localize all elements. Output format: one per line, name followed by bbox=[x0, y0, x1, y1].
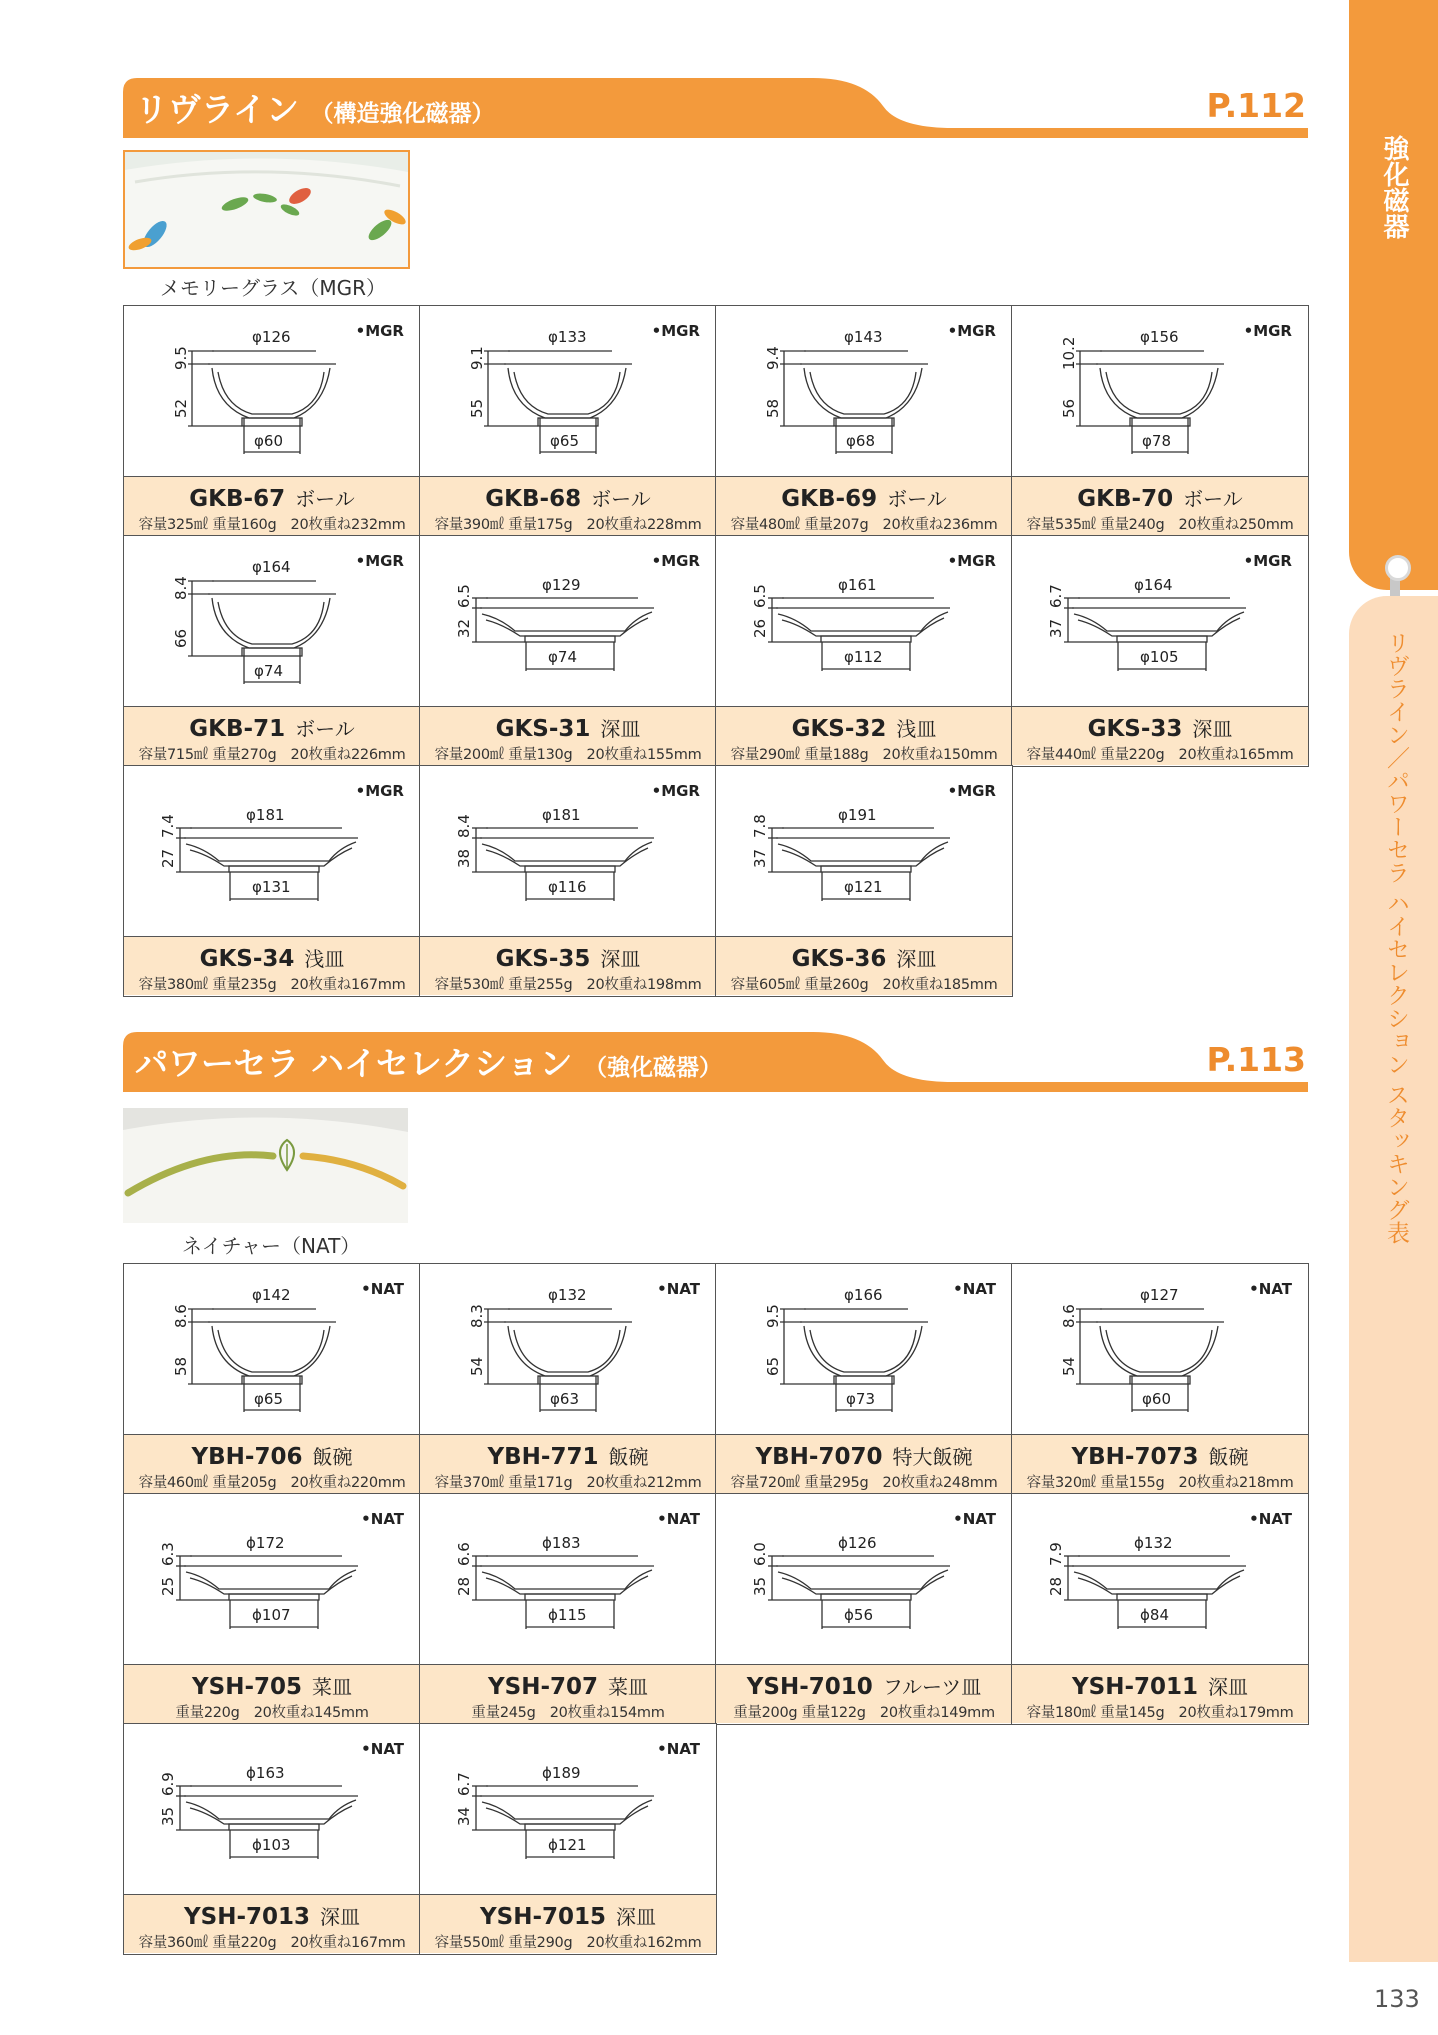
rim-height: 8.6 bbox=[1060, 1304, 1078, 1328]
top-diameter: ϕ172 bbox=[246, 1534, 285, 1552]
rim-height: 6.0 bbox=[751, 1542, 769, 1566]
product-code: GKB-70 bbox=[1077, 486, 1174, 512]
base-diameter: φ65 bbox=[254, 1390, 283, 1408]
section-header-revline bbox=[123, 78, 1308, 138]
product-code: GKS-33 bbox=[1087, 716, 1183, 742]
pattern-swatch-nat bbox=[123, 1108, 408, 1223]
total-height: 38 bbox=[455, 848, 473, 868]
product-cell[interactable] bbox=[419, 765, 717, 997]
series-tag: •MGR bbox=[947, 552, 996, 570]
series-tag: •NAT bbox=[953, 1510, 996, 1528]
product-code-row bbox=[420, 1901, 716, 1930]
base-diameter: φ74 bbox=[548, 648, 577, 666]
base-diameter: ϕ56 bbox=[844, 1606, 873, 1624]
series-tag: •NAT bbox=[1249, 1510, 1292, 1528]
product-code: YBH-706 bbox=[191, 1444, 303, 1470]
product-type: 浅皿 bbox=[896, 717, 937, 741]
rim-height: 6.9 bbox=[159, 1772, 177, 1796]
product-code: YBH-7073 bbox=[1071, 1444, 1199, 1470]
binder-ring bbox=[1385, 555, 1411, 581]
rim-height: 6.5 bbox=[455, 584, 473, 608]
product-specs: 容量320㎖ 重量155g 20枚重ね218mm bbox=[1026, 1475, 1294, 1491]
product-code: GKB-71 bbox=[189, 716, 286, 742]
section-header-powercera bbox=[123, 1032, 1308, 1092]
total-height: 28 bbox=[455, 1576, 473, 1596]
base-diameter: φ60 bbox=[254, 432, 283, 450]
base-diameter: φ121 bbox=[844, 878, 883, 896]
product-code-row bbox=[124, 1901, 420, 1930]
pattern-swatch-mgr bbox=[123, 150, 410, 269]
series-tag: •NAT bbox=[953, 1280, 996, 1298]
product-info bbox=[716, 476, 1012, 535]
product-specs: 容量390㎖ 重量175g 20枚重ね228mm bbox=[434, 517, 702, 533]
product-code-row bbox=[124, 1441, 420, 1470]
product-cell[interactable] bbox=[123, 305, 421, 537]
base-diameter: φ65 bbox=[550, 432, 579, 450]
rim-height: 7.4 bbox=[159, 814, 177, 838]
product-cell[interactable] bbox=[715, 305, 1013, 537]
product-cell[interactable] bbox=[123, 1263, 421, 1495]
product-code-row bbox=[716, 1441, 1012, 1470]
total-height: 52 bbox=[172, 398, 190, 418]
product-code-row bbox=[1012, 713, 1308, 742]
product-code-row bbox=[716, 483, 1012, 512]
top-diameter: φ129 bbox=[542, 576, 581, 594]
top-diameter: φ143 bbox=[844, 328, 883, 346]
series-tag: •NAT bbox=[657, 1280, 700, 1298]
rim-height: 10.2 bbox=[1060, 336, 1078, 370]
product-type: 深皿 bbox=[600, 947, 641, 971]
top-diameter: ϕ189 bbox=[542, 1764, 581, 1782]
top-diameter: φ133 bbox=[548, 328, 587, 346]
product-type: 深皿 bbox=[1192, 717, 1233, 741]
base-diameter: ϕ107 bbox=[252, 1606, 291, 1624]
series-tag: •NAT bbox=[361, 1280, 404, 1298]
product-type: ボール bbox=[887, 487, 947, 511]
product-cell[interactable] bbox=[715, 1263, 1013, 1495]
product-specs: 容量440㎖ 重量220g 20枚重ね165mm bbox=[1026, 747, 1294, 763]
side-tab-category[interactable] bbox=[1349, 0, 1438, 590]
total-height: 37 bbox=[1047, 618, 1065, 638]
top-diameter: φ142 bbox=[252, 1286, 291, 1304]
total-height: 32 bbox=[455, 618, 473, 638]
product-info bbox=[1012, 1434, 1308, 1493]
top-diameter: ϕ126 bbox=[838, 1534, 877, 1552]
product-type: フルーツ皿 bbox=[882, 1675, 982, 1699]
product-specs: 容量200㎖ 重量130g 20枚重ね155mm bbox=[434, 747, 702, 763]
series-tag: •NAT bbox=[361, 1740, 404, 1758]
top-diameter: ϕ163 bbox=[246, 1764, 285, 1782]
swatch-label: メモリーグラス（MGR） bbox=[160, 276, 387, 300]
product-specs: 容量180㎖ 重量145g 20枚重ね179mm bbox=[1026, 1705, 1294, 1721]
product-info bbox=[716, 936, 1012, 995]
rim-height: 6.7 bbox=[1047, 584, 1065, 608]
base-diameter: ϕ121 bbox=[548, 1836, 587, 1854]
base-diameter: φ73 bbox=[846, 1390, 875, 1408]
product-cell[interactable] bbox=[123, 1723, 421, 1955]
product-code-row bbox=[716, 1671, 1012, 1700]
product-code: GKS-36 bbox=[791, 946, 887, 972]
series-tag: •MGR bbox=[651, 322, 700, 340]
total-height: 25 bbox=[159, 1576, 177, 1596]
product-info bbox=[420, 1894, 716, 1953]
series-tag: •MGR bbox=[355, 322, 404, 340]
base-diameter: φ68 bbox=[846, 432, 875, 450]
product-code-row bbox=[420, 943, 716, 972]
product-specs: 容量290㎖ 重量188g 20枚重ね150mm bbox=[730, 747, 998, 763]
product-specs: 容量715㎖ 重量270g 20枚重ね226mm bbox=[138, 747, 406, 763]
rim-height: 9.1 bbox=[468, 346, 486, 370]
rim-height: 8.4 bbox=[455, 814, 473, 838]
base-diameter: ϕ115 bbox=[548, 1606, 587, 1624]
product-info bbox=[420, 476, 716, 535]
product-info bbox=[124, 476, 420, 535]
series-tag: •MGR bbox=[1243, 552, 1292, 570]
product-specs: 容量360㎖ 重量220g 20枚重ね167mm bbox=[138, 1935, 406, 1951]
product-specs: 容量535㎖ 重量240g 20枚重ね250mm bbox=[1026, 517, 1294, 533]
product-specs: 容量720㎖ 重量295g 20枚重ね248mm bbox=[730, 1475, 998, 1491]
top-diameter: φ164 bbox=[252, 558, 291, 576]
base-diameter: φ60 bbox=[1142, 1390, 1171, 1408]
product-cell[interactable] bbox=[123, 535, 421, 767]
product-code: GKB-68 bbox=[485, 486, 582, 512]
total-height: 34 bbox=[455, 1806, 473, 1826]
product-type: 菜皿 bbox=[312, 1675, 353, 1699]
product-cell[interactable] bbox=[419, 535, 717, 767]
product-code: GKS-34 bbox=[199, 946, 295, 972]
product-code: YSH-7013 bbox=[183, 1904, 311, 1930]
product-info bbox=[1012, 1664, 1308, 1723]
side-tab-section-label: リヴライン／パワーセラ ハイセレクション スタッキング表 bbox=[1383, 631, 1409, 1244]
series-tag: •MGR bbox=[947, 782, 996, 800]
product-specs: 重量245g 20枚重ね154mm bbox=[471, 1705, 665, 1721]
base-diameter: φ116 bbox=[548, 878, 587, 896]
product-code-row bbox=[1012, 483, 1308, 512]
product-type: ボール bbox=[591, 487, 651, 511]
product-code-row bbox=[124, 1671, 420, 1700]
product-cell[interactable] bbox=[1011, 535, 1309, 767]
rim-height: 8.6 bbox=[172, 1304, 190, 1328]
product-code-row bbox=[124, 943, 420, 972]
product-code-row bbox=[124, 483, 420, 512]
product-info bbox=[716, 1664, 1012, 1723]
product-code-row bbox=[420, 713, 716, 742]
base-diameter: φ63 bbox=[550, 1390, 579, 1408]
product-cell[interactable] bbox=[123, 1493, 421, 1725]
product-cell[interactable] bbox=[1011, 305, 1309, 537]
product-type: ボール bbox=[295, 487, 355, 511]
series-tag: •MGR bbox=[651, 552, 700, 570]
product-info bbox=[124, 1894, 420, 1953]
plate-image bbox=[125, 152, 408, 267]
top-diameter: ϕ132 bbox=[1134, 1534, 1173, 1552]
top-diameter: φ191 bbox=[838, 806, 877, 824]
series-tag: •MGR bbox=[947, 322, 996, 340]
product-specs: 容量370㎖ 重量171g 20枚重ね212mm bbox=[434, 1475, 702, 1491]
product-type: 深皿 bbox=[320, 1905, 361, 1929]
top-diameter: φ126 bbox=[252, 328, 291, 346]
top-diameter: φ181 bbox=[246, 806, 285, 824]
product-cell[interactable] bbox=[1011, 1493, 1309, 1725]
page-reference[interactable]: P.113 bbox=[1206, 1040, 1306, 1079]
product-code: YSH-7015 bbox=[479, 1904, 607, 1930]
product-info bbox=[124, 706, 420, 765]
series-tag: •MGR bbox=[651, 782, 700, 800]
top-diameter: φ164 bbox=[1134, 576, 1173, 594]
base-diameter: φ131 bbox=[252, 878, 291, 896]
product-code-row bbox=[716, 943, 1012, 972]
product-specs: 容量460㎖ 重量205g 20枚重ね220mm bbox=[138, 1475, 406, 1491]
rim-height: 7.9 bbox=[1047, 1542, 1065, 1566]
base-diameter: ϕ84 bbox=[1140, 1606, 1169, 1624]
base-diameter: φ105 bbox=[1140, 648, 1179, 666]
page-reference[interactable]: P.112 bbox=[1206, 86, 1306, 125]
product-info bbox=[124, 1664, 420, 1723]
product-specs: 容量550㎖ 重量290g 20枚重ね162mm bbox=[434, 1935, 702, 1951]
product-code: GKS-32 bbox=[791, 716, 887, 742]
product-cell[interactable] bbox=[419, 305, 717, 537]
page-number: 133 bbox=[1374, 1985, 1420, 2013]
series-tag: •MGR bbox=[355, 782, 404, 800]
top-diameter: ϕ183 bbox=[542, 1534, 581, 1552]
total-height: 55 bbox=[468, 398, 486, 418]
top-diameter: φ156 bbox=[1140, 328, 1179, 346]
product-specs: 容量605㎖ 重量260g 20枚重ね185mm bbox=[730, 977, 998, 993]
total-height: 66 bbox=[172, 628, 190, 648]
product-code-row bbox=[420, 1441, 716, 1470]
rim-height: 6.6 bbox=[455, 1542, 473, 1566]
series-tag: •NAT bbox=[361, 1510, 404, 1528]
top-diameter: φ132 bbox=[548, 1286, 587, 1304]
product-code: GKB-69 bbox=[781, 486, 878, 512]
top-diameter: φ166 bbox=[844, 1286, 883, 1304]
product-type: 深皿 bbox=[600, 717, 641, 741]
product-type: 浅皿 bbox=[304, 947, 345, 971]
total-height: 54 bbox=[1060, 1356, 1078, 1376]
product-info bbox=[716, 706, 1012, 765]
product-type: 深皿 bbox=[1208, 1675, 1249, 1699]
top-diameter: φ161 bbox=[838, 576, 877, 594]
side-tab-category-label: 強化磁器 bbox=[1379, 135, 1409, 239]
product-cell[interactable] bbox=[419, 1493, 717, 1725]
product-type: 特大飯碗 bbox=[892, 1445, 973, 1469]
product-info bbox=[1012, 476, 1308, 535]
base-diameter: φ74 bbox=[254, 662, 283, 680]
product-code: YBH-771 bbox=[487, 1444, 599, 1470]
base-diameter: φ112 bbox=[844, 648, 883, 666]
rim-height: 9.5 bbox=[764, 1304, 782, 1328]
base-diameter: ϕ103 bbox=[252, 1836, 291, 1854]
rim-height: 6.7 bbox=[455, 1772, 473, 1796]
product-specs: 容量380㎖ 重量235g 20枚重ね167mm bbox=[138, 977, 406, 993]
product-code: YBH-7070 bbox=[755, 1444, 883, 1470]
product-info bbox=[420, 706, 716, 765]
product-code: GKB-67 bbox=[189, 486, 286, 512]
product-code: YSH-707 bbox=[487, 1674, 599, 1700]
top-diameter: φ181 bbox=[542, 806, 581, 824]
total-height: 35 bbox=[751, 1576, 769, 1596]
product-cell[interactable] bbox=[715, 765, 1013, 997]
series-tag: •MGR bbox=[355, 552, 404, 570]
rim-height: 9.5 bbox=[172, 346, 190, 370]
total-height: 54 bbox=[468, 1356, 486, 1376]
product-specs: 容量530㎖ 重量255g 20枚重ね198mm bbox=[434, 977, 702, 993]
side-tab-section[interactable] bbox=[1349, 596, 1438, 1962]
product-info bbox=[420, 1664, 716, 1723]
series-tag: •NAT bbox=[657, 1740, 700, 1758]
rim-height: 8.3 bbox=[468, 1304, 486, 1328]
product-info bbox=[124, 936, 420, 995]
product-specs: 重量200g 重量122g 20枚重ね149mm bbox=[733, 1705, 995, 1721]
product-info bbox=[420, 936, 716, 995]
product-type: 飯碗 bbox=[1208, 1445, 1249, 1469]
product-cell[interactable] bbox=[419, 1723, 717, 1955]
total-height: 58 bbox=[172, 1356, 190, 1376]
product-code: YSH-705 bbox=[191, 1674, 303, 1700]
series-tag: •NAT bbox=[657, 1510, 700, 1528]
rim-height: 8.4 bbox=[172, 576, 190, 600]
product-info bbox=[420, 1434, 716, 1493]
swatch-label: ネイチャー（NAT） bbox=[182, 1234, 361, 1258]
series-tag: •MGR bbox=[1243, 322, 1292, 340]
rim-height: 6.5 bbox=[751, 584, 769, 608]
rim-height: 6.3 bbox=[159, 1542, 177, 1566]
product-code-row bbox=[420, 1671, 716, 1700]
product-code-row bbox=[716, 713, 1012, 742]
rim-height: 9.4 bbox=[764, 346, 782, 370]
product-cell[interactable] bbox=[1011, 1263, 1309, 1495]
product-code: YSH-7010 bbox=[746, 1674, 873, 1700]
product-specs: 重量220g 20枚重ね145mm bbox=[175, 1705, 369, 1721]
product-info bbox=[124, 1434, 420, 1493]
product-cell[interactable] bbox=[715, 1493, 1013, 1725]
product-type: 飯碗 bbox=[608, 1445, 649, 1469]
total-height: 28 bbox=[1047, 1576, 1065, 1596]
base-diameter: φ78 bbox=[1142, 432, 1171, 450]
product-cell[interactable] bbox=[123, 765, 421, 997]
product-code-row bbox=[420, 483, 716, 512]
top-diameter: φ127 bbox=[1140, 1286, 1179, 1304]
product-type: 深皿 bbox=[896, 947, 937, 971]
product-code: YSH-7011 bbox=[1071, 1674, 1199, 1700]
section-title: リヴライン （構造強化磁器） bbox=[135, 90, 495, 129]
product-specs: 容量480㎖ 重量207g 20枚重ね236mm bbox=[730, 517, 998, 533]
total-height: 56 bbox=[1060, 398, 1078, 418]
product-type: 飯碗 bbox=[312, 1445, 353, 1469]
product-code-row bbox=[124, 713, 420, 742]
total-height: 65 bbox=[764, 1356, 782, 1376]
product-type: ボール bbox=[1183, 487, 1243, 511]
product-code: GKS-31 bbox=[495, 716, 591, 742]
total-height: 37 bbox=[751, 848, 769, 868]
total-height: 58 bbox=[764, 398, 782, 418]
product-info bbox=[1012, 706, 1308, 765]
total-height: 27 bbox=[159, 848, 177, 868]
product-info bbox=[716, 1434, 1012, 1493]
product-cell[interactable] bbox=[419, 1263, 717, 1495]
total-height: 26 bbox=[751, 618, 769, 638]
rim-height: 7.8 bbox=[751, 814, 769, 838]
product-cell[interactable] bbox=[715, 535, 1013, 767]
product-type: ボール bbox=[295, 717, 355, 741]
section-title: パワーセラ ハイセレクション （強化磁器） bbox=[135, 1044, 723, 1083]
product-code-row bbox=[1012, 1671, 1308, 1700]
product-type: 菜皿 bbox=[608, 1675, 649, 1699]
total-height: 35 bbox=[159, 1806, 177, 1826]
plate-image bbox=[123, 1108, 408, 1223]
product-specs: 容量325㎖ 重量160g 20枚重ね232mm bbox=[138, 517, 406, 533]
product-type: 深皿 bbox=[616, 1905, 657, 1929]
product-code: GKS-35 bbox=[495, 946, 591, 972]
series-tag: •NAT bbox=[1249, 1280, 1292, 1298]
product-code-row bbox=[1012, 1441, 1308, 1470]
